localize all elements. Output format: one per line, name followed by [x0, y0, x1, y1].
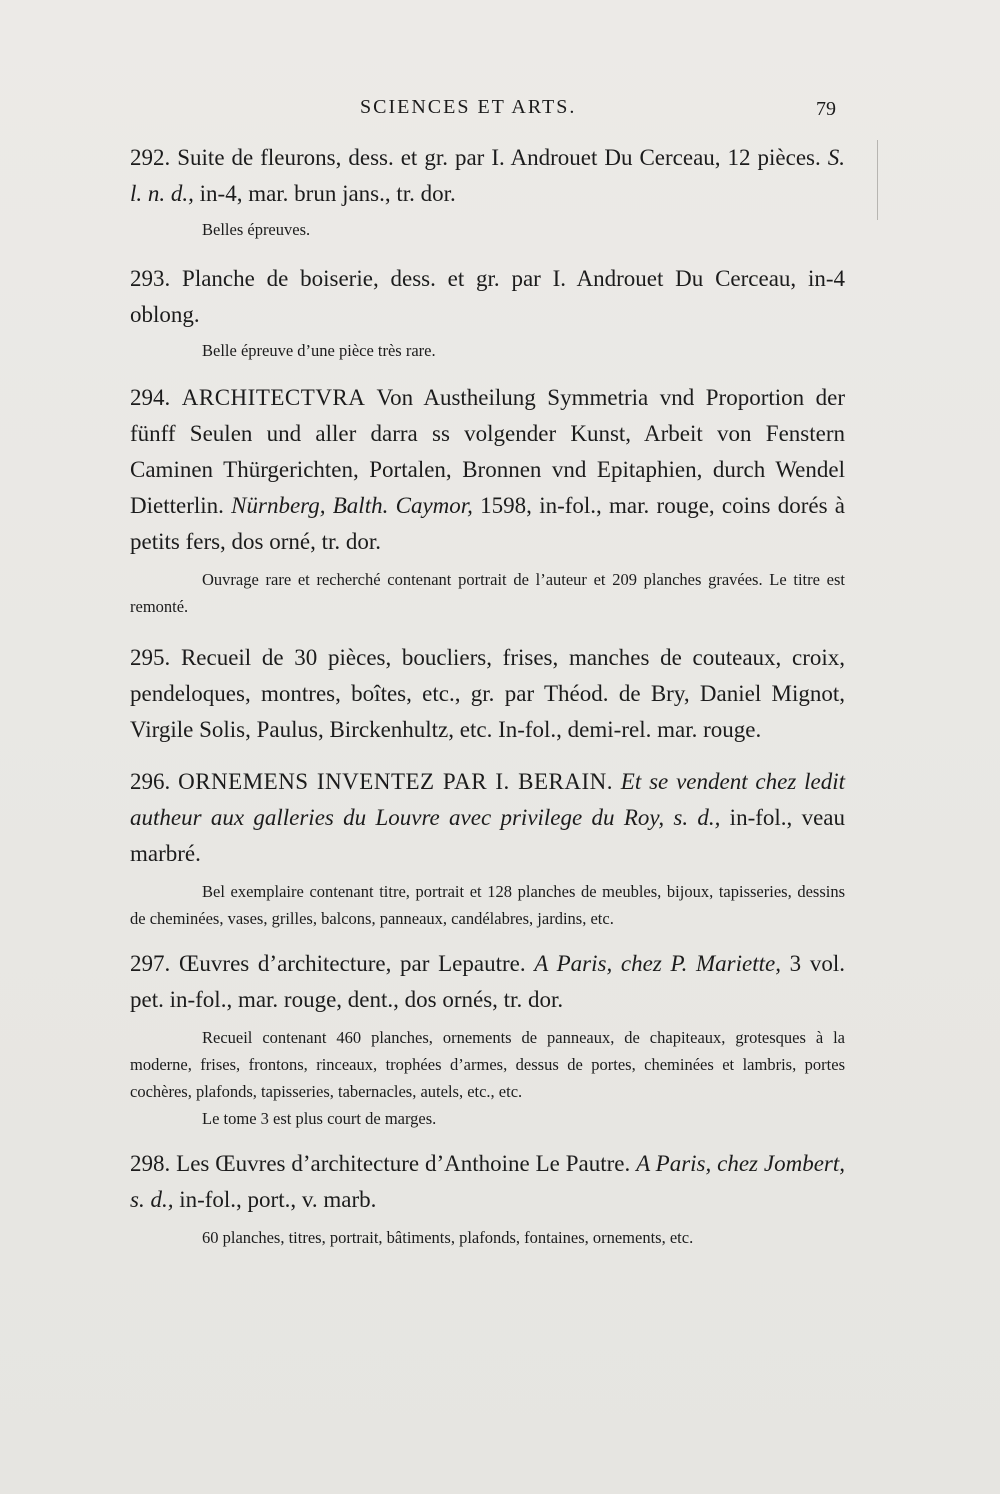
entry-number: 298. — [130, 1151, 171, 1176]
entry-296 — [130, 764, 845, 932]
entry-heading — [130, 261, 845, 333]
entry-binding: in-4, mar. brun jans., tr. dor. — [193, 181, 456, 206]
entry-294 — [130, 380, 845, 620]
entry-note: Belles épreuves. — [202, 220, 311, 239]
entry-number: 297. — [130, 951, 171, 976]
entry-heading — [130, 946, 845, 1018]
page-number: 79 — [816, 98, 836, 120]
entry-number: 293. — [130, 266, 171, 291]
entry-description: Les Œuvres d’architecture d’Anthoine Le Pautre. — [176, 1151, 637, 1176]
catalogue-entries — [130, 140, 845, 1251]
entry-number: 292. — [130, 145, 171, 170]
entry-heading — [130, 140, 845, 212]
running-title: SCIENCES ET ARTS. — [360, 96, 577, 118]
entry-heading — [130, 764, 845, 872]
entry-heading — [130, 380, 845, 560]
page-edge-line — [877, 140, 878, 220]
entry-imprint: Et se vendent chez ledit autheur aux galleries du Louvre avec privilege du Roy, s. d., — [130, 769, 845, 830]
entry-imprint: A Paris, chez P. Mariette, — [534, 951, 781, 976]
entry-note: Le tome 3 est plus court de marges. — [202, 1109, 437, 1128]
entry-description: Recueil de 30 pièces, boucliers, frises, manches de couteaux, croix, pendeloques, montres, boîtes, etc., gr. par Théod. de Bry, Daniel Mignot, Virgile Solis, Paulus, Birckenhultz, etc. In-fol., demi-rel. mar. rouge. — [130, 645, 845, 742]
entry-binding: in-fol., veau marbré. — [130, 805, 845, 866]
entry-description: Planche de boiserie, dess. et gr. par I. Androuet Du Cerceau, in-4 oblong. — [130, 266, 846, 327]
entry-293 — [130, 261, 845, 364]
entry-note: Recueil contenant 460 planches, ornements de panneaux, de chapiteaux, grotesques à la moderne, frises, frontons, rinceaux, trophées d’armes, dessus de portes, cheminées et lambris, portes cochères, plafonds, tapisseries, tabernacles, autels, etc., etc. — [130, 1028, 845, 1101]
entry-title-caps: ARCHITECTVRA — [181, 385, 366, 410]
entry-title-caps: ORNEMENS INVENTEZ PAR I. BERAIN. — [178, 769, 613, 794]
entry-imprint: Nürnberg, Balth. Caymor, — [231, 493, 473, 518]
entry-heading — [130, 1146, 845, 1218]
entry-number: 294. — [130, 385, 171, 410]
entry-298 — [130, 1146, 845, 1251]
entry-description: Von Austheilung Symmetria vnd Proportion der fünff Seulen und aller darra ss volgender Kunst, Arbeit von Fenstern Caminen Thürgerichten, Portalen, Bronnen vnd Epitaphien, durch Wendel Dietterlin. — [130, 385, 846, 518]
entry-note: Belle épreuve d’une pièce très rare. — [202, 341, 436, 360]
entry-heading — [130, 640, 845, 748]
entry-binding: 1598, in-fol., mar. rouge, coins dorés à petits fers, dos orné, tr. dor. — [130, 493, 846, 554]
entry-292 — [130, 140, 845, 243]
entry-description: Suite de fleurons, dess. et gr. par I. Androuet Du Cerceau, 12 pièces. — [177, 145, 828, 170]
entry-number: 295. — [130, 645, 171, 670]
entry-note: Ouvrage rare et recherché contenant portrait de l’auteur et 209 planches gravées. Le titre est remonté. — [130, 570, 845, 616]
running-header — [0, 96, 1000, 126]
entry-number: 296. — [130, 769, 171, 794]
entry-imprint: A Paris, chez Jombert, s. d., — [130, 1151, 845, 1212]
entry-297 — [130, 946, 845, 1132]
entry-imprint: S. l. n. d., — [130, 145, 845, 206]
entry-description: Œuvres d’architecture, par Lepautre. — [178, 951, 535, 976]
entry-295 — [130, 640, 845, 748]
entry-binding: in-fol., port., v. marb. — [173, 1187, 377, 1212]
entry-note: Bel exemplaire contenant titre, portrait et 128 planches de meubles, bijoux, tapisseries, dessins de cheminées, vases, grilles, balcons, panneaux, candélabres, jardins, etc. — [130, 882, 845, 928]
entry-binding: 3 vol. pet. in-fol., mar. rouge, dent., dos ornés, tr. dor. — [130, 951, 846, 1012]
entry-note: 60 planches, titres, portrait, bâtiments, plafonds, fontaines, ornements, etc. — [202, 1228, 694, 1247]
